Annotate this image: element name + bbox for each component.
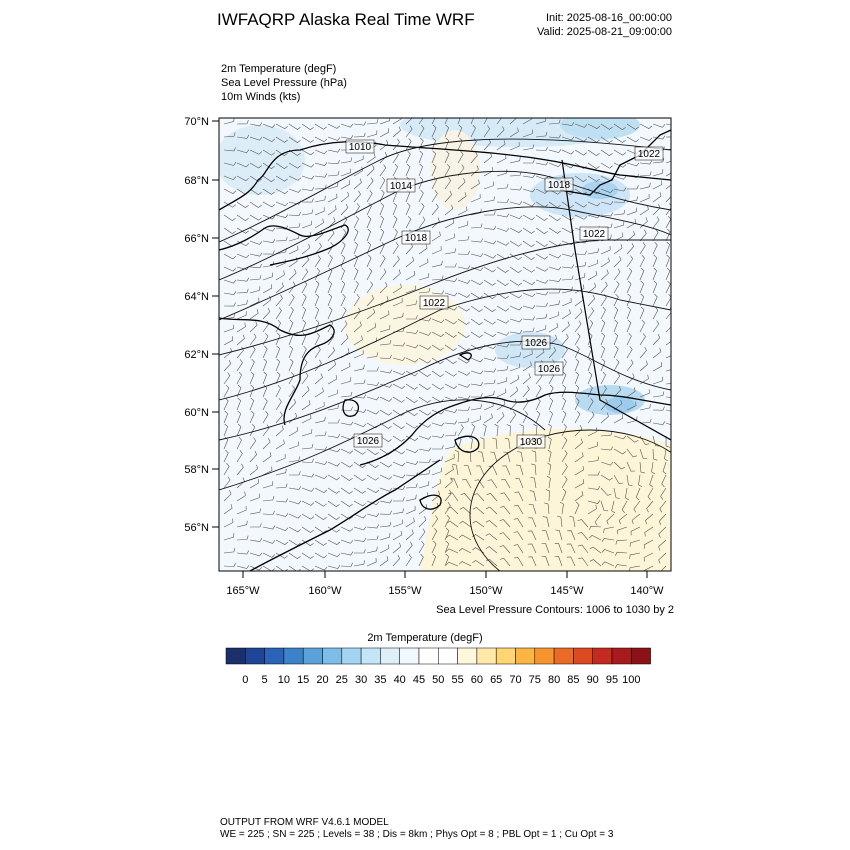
lon-label: 145°W [550,585,584,597]
colorbar-swatch [631,648,650,664]
colorbar-tick: 15 [297,674,310,686]
colorbar-tick: 70 [509,674,522,686]
isobar-label [354,434,382,447]
lon-label: 155°W [388,585,422,597]
colorbar-swatch [535,648,554,664]
svg-text:1026: 1026 [524,338,548,349]
colorbar-swatch [496,648,515,664]
isobar-label [545,178,573,191]
colorbar-tick: 10 [277,674,291,686]
svg-text:1022: 1022 [582,229,606,240]
lat-label: 68°N [184,175,209,187]
plot-title: IWFAQRP Alaska Real Time WRF [217,10,475,29]
contour-note: Sea Level Pressure Contours: 1006 to 1030 by 2 [436,604,674,616]
colorbar-tick: 85 [567,674,580,686]
colorbar-title: 2m Temperature (degF) [367,632,483,644]
colorbar-swatch [593,648,612,664]
field-label-winds: 10m Winds (kts) [221,91,301,103]
colorbar-swatch [284,648,303,664]
svg-text:1014: 1014 [389,181,413,192]
colorbar-tick: 20 [316,674,329,686]
svg-text:1026: 1026 [537,364,561,375]
colorbar-swatch [342,648,361,664]
svg-text:1010: 1010 [348,142,372,153]
colorbar [226,648,651,664]
longitude-axis [226,571,664,597]
colorbar-tick: 0 [242,674,249,686]
colorbar-tick: 100 [622,674,641,686]
colorbar-tick: 60 [470,674,484,686]
latitude-axis [184,116,219,534]
colorbar-tick: 35 [374,674,387,686]
lon-label: 160°W [308,585,342,597]
lon-label: 165°W [226,585,260,597]
lat-label: 70°N [184,116,209,128]
colorbar-swatch [573,648,592,664]
colorbar-tick: 5 [261,674,268,686]
colorbar-swatch [400,648,419,664]
colorbar-tick: 80 [547,674,561,686]
isobar-label [635,147,663,160]
svg-text:1018: 1018 [547,180,571,191]
isobar-label [420,296,448,309]
svg-text:1018: 1018 [404,233,428,244]
colorbar-tick: 40 [393,674,406,686]
colorbar-tick: 55 [451,674,464,686]
colorbar-swatch [226,648,245,664]
field-label-temperature: 2m Temperature (degF) [221,63,337,75]
isobar-label [580,227,608,240]
lat-label: 56°N [184,522,209,534]
lon-label: 140°W [630,585,664,597]
isobar-label [387,179,415,192]
isobar-label [522,336,550,349]
lat-label: 62°N [184,349,209,361]
colorbar-tick: 45 [412,674,426,686]
lat-label: 58°N [184,464,209,476]
colorbar-swatch [380,648,399,664]
colorbar-swatch [245,648,264,664]
colorbar-tick: 25 [335,674,348,686]
svg-text:1022: 1022 [637,149,661,160]
colorbar-tick: 95 [605,674,619,686]
valid-time: Valid: 2025-08-21_09:00:00 [537,26,672,38]
colorbar-swatch [458,648,477,664]
isobar-label [535,362,563,375]
colorbar-tick: 65 [490,674,503,686]
svg-text:1022: 1022 [422,298,446,309]
field-label-pressure: Sea Level Pressure (hPa) [221,77,347,89]
svg-text:1026: 1026 [356,436,380,447]
isobar-label [402,231,430,244]
colorbar-tick-labels [242,674,640,686]
colorbar-tick: 90 [586,674,599,686]
footer-config: WE = 225 ; SN = 225 ; Levels = 38 ; Dis = 8km ; Phys Opt = 8 ; PBL Opt = 1 ; Cu Opt = 3 [220,829,614,840]
isobar-label [346,140,374,153]
footer-model: OUTPUT FROM WRF V4.6.1 MODEL [220,817,389,828]
lat-label: 64°N [184,291,209,303]
colorbar-tick: 50 [432,674,445,686]
colorbar-swatch [323,648,342,664]
colorbar-swatch [516,648,535,664]
isobar-label [517,435,545,448]
lon-label: 150°W [469,585,503,597]
colorbar-swatch [303,648,322,664]
colorbar-swatch [554,648,573,664]
colorbar-swatch [438,648,457,664]
colorbar-swatch [361,648,380,664]
colorbar-swatch [265,648,284,664]
colorbar-swatch [612,648,631,664]
svg-text:1030: 1030 [519,437,543,448]
colorbar-tick: 75 [528,674,541,686]
colorbar-swatch [477,648,496,664]
colorbar-swatch [419,648,438,664]
init-time: Init: 2025-08-16_00:00:00 [546,12,672,24]
colorbar-tick: 30 [354,674,368,686]
map-canvas [215,103,710,600]
lat-label: 66°N [184,233,209,245]
lat-label: 60°N [184,407,209,419]
